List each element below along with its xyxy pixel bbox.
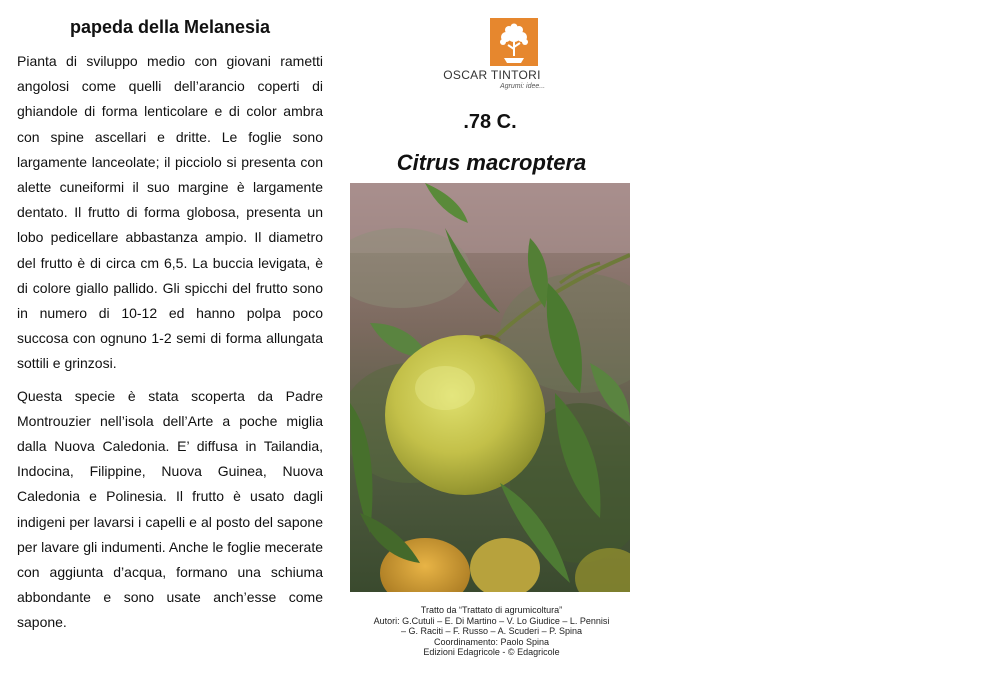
description-column [17,14,323,643]
history-paragraph: Questa specie è stata scoperta da Padre Montrouzier nell’isola dell’Arte a poche miglia dalla Nuova Caledonia. E’ diffusa in Tailandia, Indocina, Filippine, Nuova Guinea, Nuova Caledonia e Polinesia. Il frutto è usato dagli indigeni per lavarsi i capelli e al posto del sapone per lavare gli indumenti. Anche le foglie mecerate con aggiunta d’acqua, formano una schiuma abbondante e sono usate anch’esse come sapone. [17,387,323,631]
species-name: Citrus macroptera [396,150,587,175]
tree-logo-icon [490,18,538,66]
logo-name: OSCAR TINTORI [443,68,541,82]
source-credits [350,605,633,658]
description-paragraph: Pianta di sviluppo medio con giovani rametti angolosi come quelli dell’arancio coperti di ghiandole di forma lenticolare e di color ambra con spine ascellari e dritte. Le foglie sono largamente lanceolate; il picciolo si presenta con alette cuneiformi il suo margine è largamente dentato. Il frutto di forma globosa, presenta un lobo pedicellare abbastanza ampio. Il diametro del frutto è di circa cm 6,5. La buccia levigata, è di colore giallo pallido. Gli spicchi del frutto sono in numero di 10-12 ed hanno polpa poco succosa con ognuno 1-2 semi di forma allungata sottili e grinzosi. [17,53,323,372]
catalog-code: .78 C. [463,111,517,133]
credit-line: Tratto da “Trattato di agrumicoltura” [420,605,563,615]
credit-line: Autori: G.Cutuli – E. Di Martino – V. Lo Giudice – L. Pennisi [373,615,610,626]
oscar-tintori-logo [438,14,546,96]
credit-line: – G. Raciti – F. Russo – A. Scuderi – P. Spina [401,626,582,637]
credit-line: Edizioni Edagricole - © Edagricole [423,647,560,658]
logo-tagline: Agrumi: idee... [500,83,546,90]
citrus-fruit-photo [350,183,630,592]
common-name-heading: papeda della Melanesia [69,17,271,37]
credit-line: Coordinamento: Paolo Spina [433,636,550,647]
